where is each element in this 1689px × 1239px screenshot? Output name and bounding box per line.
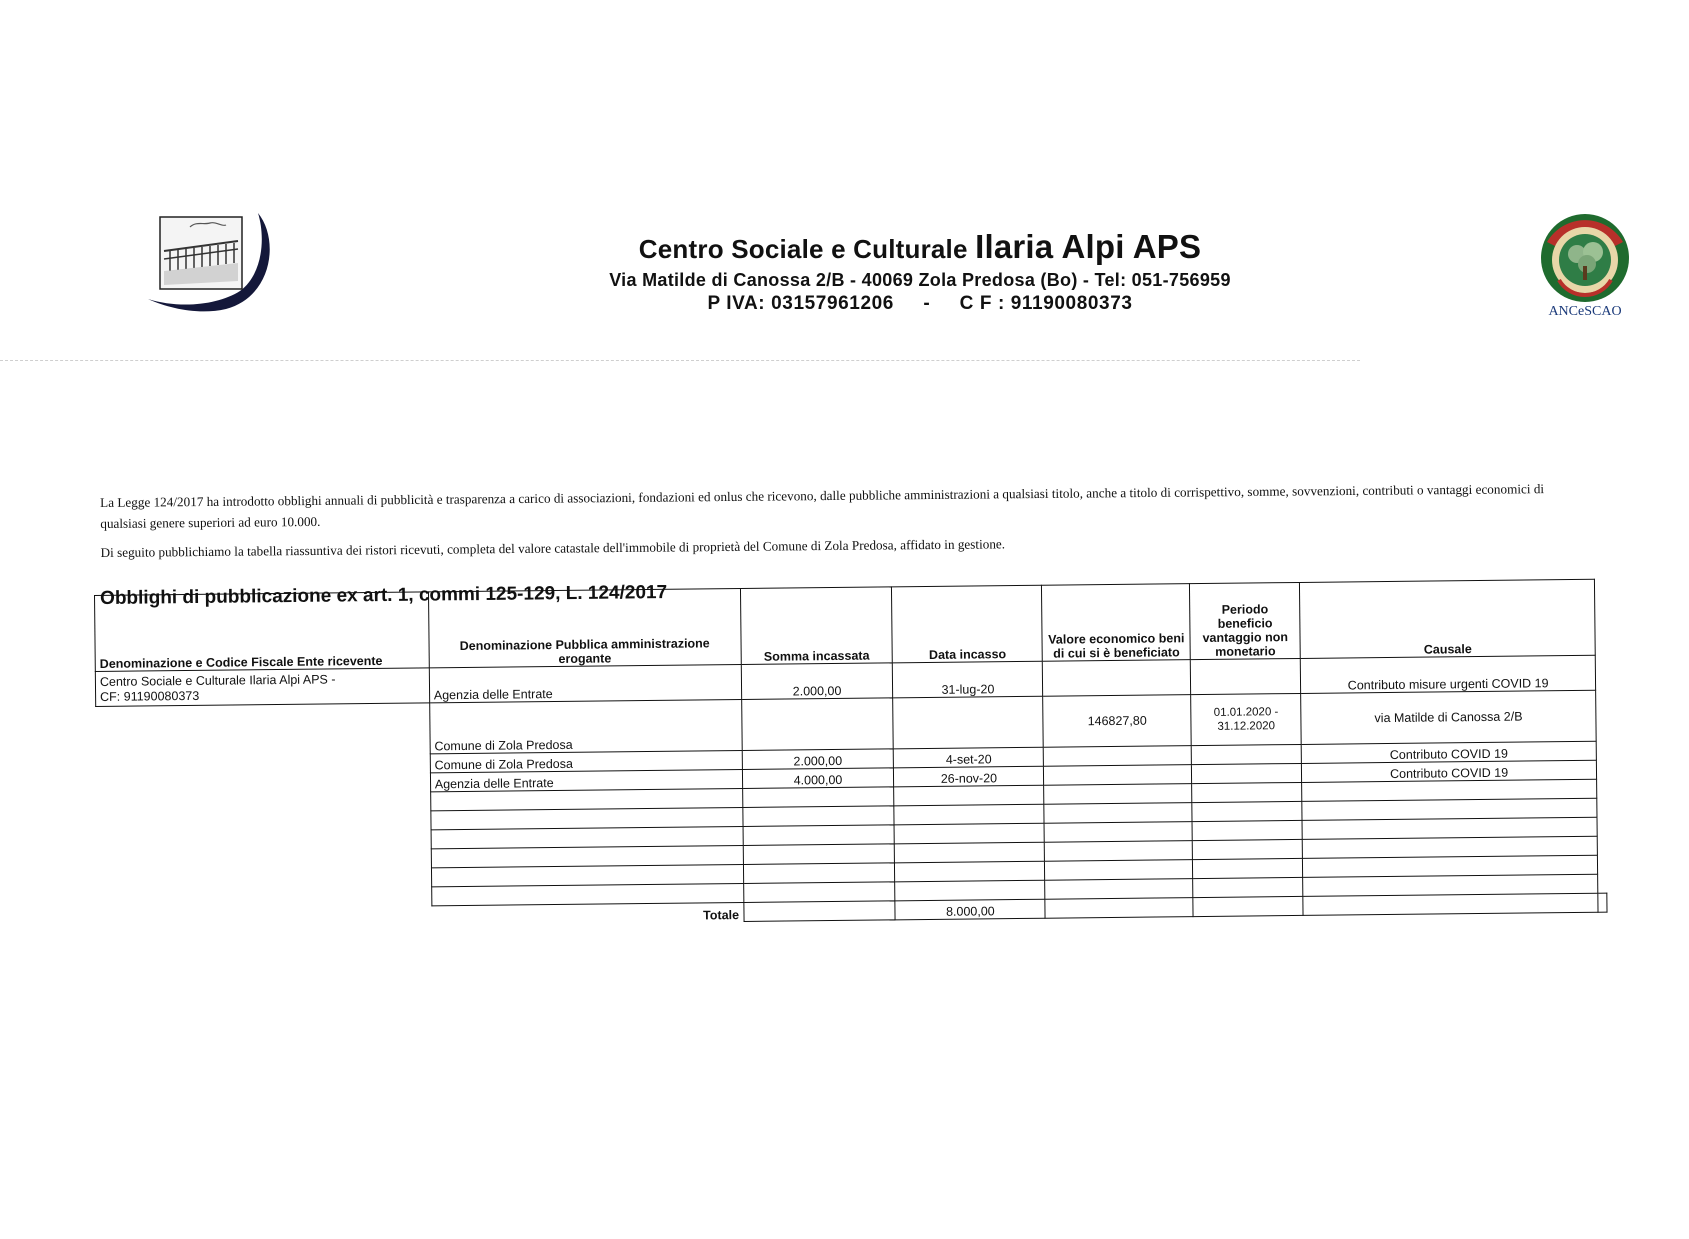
row4-pa: Agenzia delle Entrate — [430, 769, 742, 791]
ente-name: Centro Sociale e Culturale Ilaria Alpi APS - — [99, 672, 336, 689]
total-empty — [1598, 893, 1607, 912]
header-causale: Causale — [1300, 579, 1596, 658]
ente-cf: CF: 91190080373 — [100, 689, 200, 705]
row2-periodo-end: 31.12.2020 — [1217, 720, 1276, 733]
ente-cell — [95, 668, 429, 707]
row4-valore — [1044, 765, 1192, 786]
organization-title — [560, 228, 1280, 266]
header-somma: Somma incassata — [740, 587, 893, 665]
row2-periodo-start: 01.01.2020 - — [1213, 705, 1279, 719]
row3-valore — [1044, 746, 1192, 767]
row2-somma — [741, 698, 893, 751]
row1-data: 31-lug-20 — [893, 661, 1043, 698]
total-pa-empty — [743, 901, 895, 922]
title-name: Ilaria Alpi APS — [975, 228, 1202, 265]
building-logo-icon — [140, 205, 280, 320]
row4-causale: Contributo COVID 19 — [1302, 760, 1597, 782]
intro-text — [100, 478, 1581, 572]
section-title: Obblighi di pubblicazione ex art. 1, commi 125-129, L. 124/2017 — [100, 582, 668, 609]
intro-paragraph-2: Di seguito pubblichiamo la tabella riassuntiva dei ristori ricevuti, completa del valore catastale dell'immobile di proprietà del Comune di Zola Predosa, affidato in gestione. — [100, 536, 1006, 561]
row2-data — [893, 696, 1043, 749]
title-prefix: Centro Sociale e Culturale — [638, 234, 968, 264]
row2-periodo — [1191, 693, 1301, 745]
total-empty — [1303, 893, 1598, 915]
row3-periodo — [1191, 744, 1301, 764]
ancescao-logo — [1530, 212, 1640, 324]
ente-spacer — [96, 703, 432, 929]
ancescao-emblem-icon — [1537, 212, 1633, 304]
row3-somma: 2.000,00 — [742, 749, 894, 770]
organization-tax-codes: P IVA: 03157961206 - C F : 91190080373 — [707, 293, 1133, 314]
row1-somma: 2.000,00 — [741, 663, 893, 700]
row3-data: 4-set-20 — [894, 747, 1044, 768]
letterhead — [560, 228, 1280, 315]
row2-pa: Comune di Zola Predosa — [429, 700, 741, 754]
header-divider — [0, 360, 1360, 361]
intro-paragraph-1: La Legge 124/2017 ha introdotto obblighi annuali di pubblicità e trasparenza a carico di associazioni, fondazioni ed onlus che ricevono, dalle pubbliche amministrazioni a qualsiasi titolo, anche a titolo di corrispettivo, somme, sovvenzioni, contributi o vantaggi economici di qualsiasi genere superiori ad euro 10.000. — [100, 481, 1545, 532]
publication-table — [94, 579, 1608, 929]
header-ente: Denominazione e Codice Fiscale Ente ricevente — [95, 592, 430, 672]
header-valore: Valore economico beni di cui si è beneficiato — [1042, 584, 1191, 662]
row3-causale: Contributo COVID 19 — [1301, 741, 1596, 763]
ancescao-caption: ANCeSCAO — [1548, 304, 1622, 319]
total-empty — [1045, 898, 1193, 919]
organization-address: Via Matilde di Canossa 2/B - 40069 Zola Predosa (Bo) - Tel: 051-756959 — [609, 270, 1231, 290]
row4-somma: 4.000,00 — [742, 768, 894, 789]
row1-pa: Agenzia delle Entrate — [429, 665, 741, 703]
total-label: Totale — [703, 907, 740, 922]
row2-valore: 146827,80 — [1043, 695, 1191, 748]
header-data: Data incasso — [892, 585, 1043, 663]
row4-periodo — [1192, 763, 1302, 783]
row4-data: 26-nov-20 — [894, 766, 1044, 787]
total-empty — [1193, 896, 1303, 916]
row1-valore — [1043, 660, 1191, 697]
row3-pa: Comune di Zola Predosa — [430, 750, 742, 772]
row2-causale: via Matilde di Canossa 2/B — [1301, 690, 1596, 744]
header-pa: Denominazione Pubblica amministrazione erogante — [428, 589, 741, 668]
publication-table-wrapper — [94, 579, 1608, 929]
row1-causale: Contributo misure urgenti COVID 19 — [1300, 655, 1595, 693]
row1-periodo — [1191, 658, 1301, 694]
header-periodo: Periodo beneficio vantaggio non monetario — [1190, 582, 1301, 659]
total-value: 8.000,00 — [895, 899, 1045, 920]
left-logo — [140, 205, 280, 320]
